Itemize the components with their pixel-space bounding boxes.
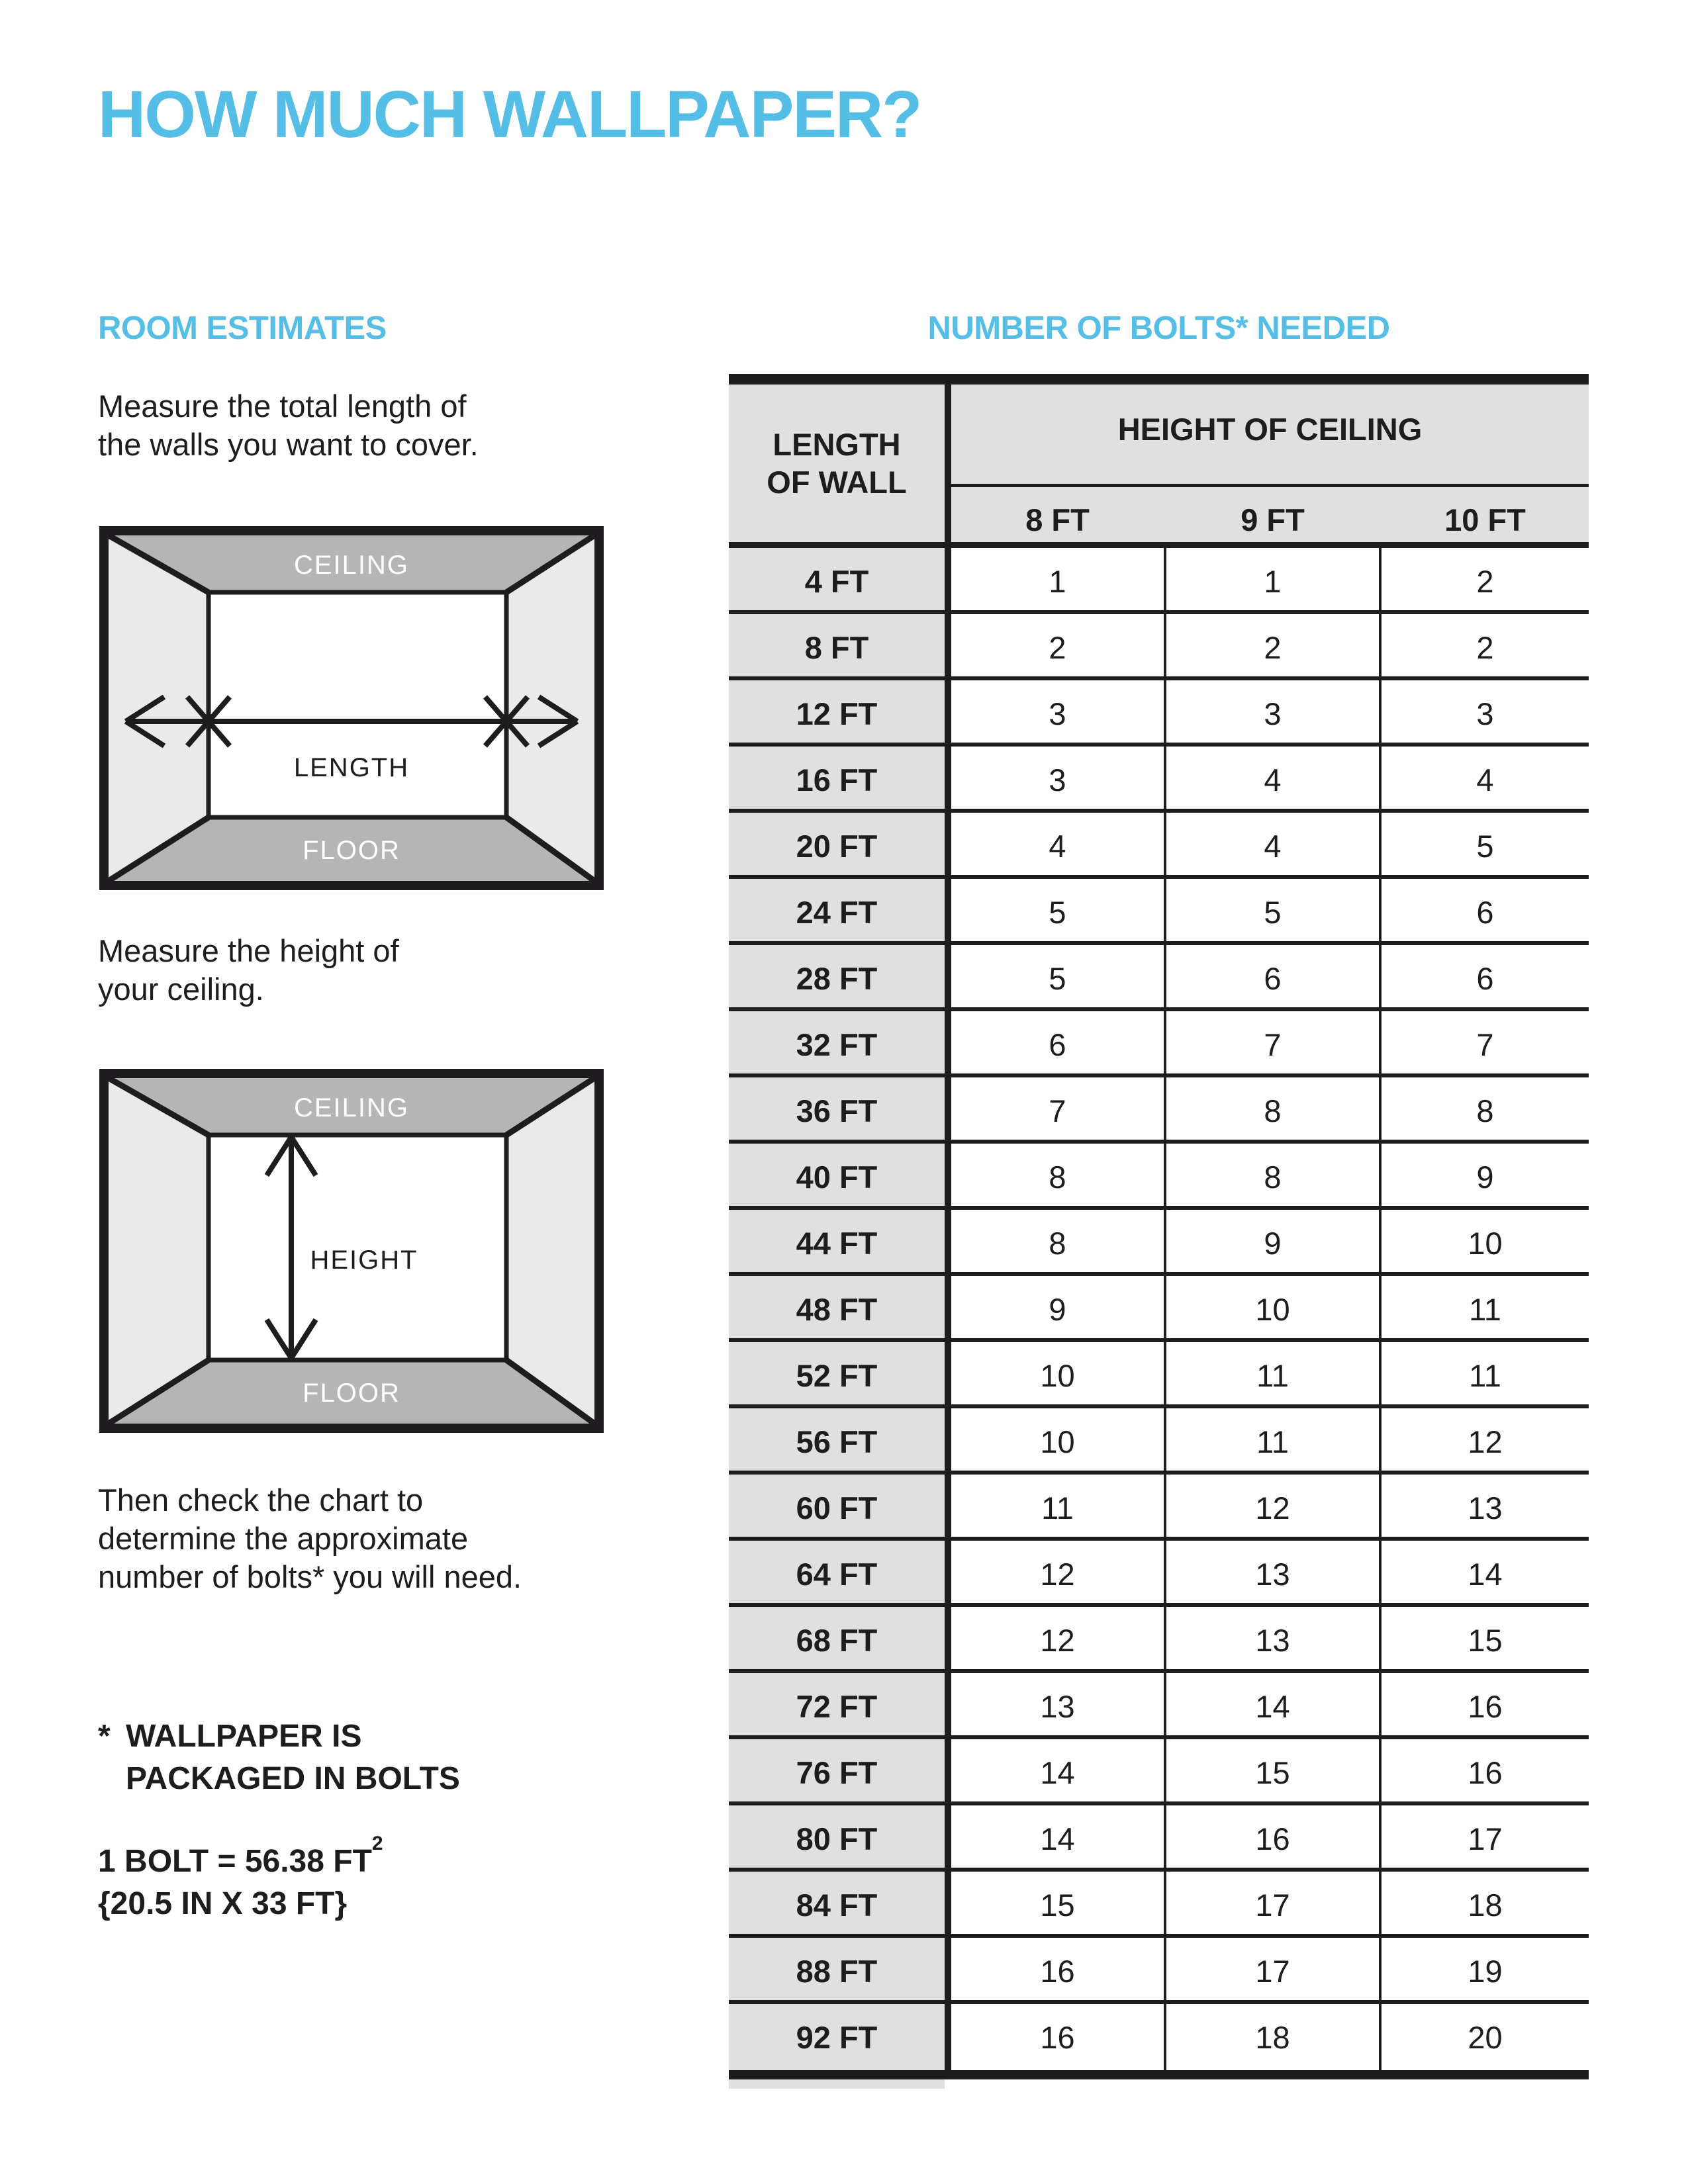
- cell-value: 18: [1468, 1887, 1503, 1923]
- table-row: [729, 1077, 1589, 1144]
- row-label: 64 FT: [729, 1541, 945, 1607]
- bolt-equation: [98, 1833, 383, 1883]
- table-top-bar: [729, 374, 1589, 385]
- cell-value: 12: [1468, 1424, 1503, 1459]
- table-row: [729, 1541, 1589, 1607]
- cell-value: 6: [1049, 1026, 1066, 1062]
- cell-value: 19: [1468, 1953, 1503, 1989]
- cell-value: 12: [1255, 1490, 1290, 1525]
- cell-value: 1: [1264, 563, 1282, 599]
- cell-value: 10: [1255, 1291, 1290, 1327]
- page-title: HOW MUCH WALLPAPER?: [98, 77, 921, 152]
- row-label: 44 FT: [729, 1210, 945, 1276]
- table-row: [729, 2004, 1589, 2070]
- footnote-line: [98, 1715, 460, 1758]
- instruction-check-chart: [98, 1481, 522, 1596]
- instruction-measure-height: [98, 932, 399, 1009]
- cell-value: 20: [1468, 2019, 1503, 2055]
- cell-value: 16: [1040, 2019, 1075, 2055]
- cell-value: 7: [1049, 1093, 1066, 1128]
- bolt-size-note: [98, 1833, 383, 1925]
- table-row: [729, 1673, 1589, 1739]
- table-row: [729, 747, 1589, 813]
- cell-value: 11: [1256, 1424, 1289, 1459]
- superscript-2: 2: [371, 1833, 383, 1854]
- back-wall-surface: [209, 592, 506, 817]
- table-row: [729, 1872, 1589, 1938]
- instruction-measure-length: [98, 387, 479, 464]
- cell-value: 8: [1049, 1225, 1066, 1261]
- cell-value: 5: [1049, 894, 1066, 930]
- height-label: HEIGHT: [310, 1246, 418, 1275]
- table-row: [729, 1342, 1589, 1408]
- header-bottom-line: [729, 542, 1589, 548]
- floor-label: FLOOR: [303, 836, 400, 865]
- row-label: 84 FT: [729, 1872, 945, 1938]
- instruction-line: Measure the total length of: [98, 388, 467, 424]
- table-row: [729, 548, 1589, 614]
- row-label: 16 FT: [729, 747, 945, 813]
- cell-value: 13: [1040, 1688, 1075, 1724]
- row-label: 56 FT: [729, 1408, 945, 1475]
- row-label: 60 FT: [729, 1475, 945, 1541]
- bolts-footnote: [98, 1715, 460, 1800]
- cell-value: 3: [1476, 696, 1494, 731]
- instruction-line: the walls you want to cover.: [98, 427, 479, 462]
- cell-value: 17: [1255, 1953, 1290, 1989]
- table-row: [729, 1144, 1589, 1210]
- instruction-line: number of bolts* you will need.: [98, 1559, 522, 1594]
- cell-value: 8: [1264, 1093, 1282, 1128]
- row-label: 12 FT: [729, 680, 945, 747]
- asterisk: *: [98, 1719, 111, 1754]
- cell-value: 3: [1049, 762, 1066, 797]
- cell-value: 8: [1264, 1159, 1282, 1195]
- table-row: [729, 1210, 1589, 1276]
- table-row: [729, 945, 1589, 1011]
- row-label: 24 FT: [729, 879, 945, 945]
- cell-value: 2: [1476, 629, 1494, 665]
- cell-value: 15: [1468, 1622, 1503, 1658]
- footnote-line: PACKAGED IN BOLTS: [126, 1761, 460, 1796]
- table-row: [729, 1475, 1589, 1541]
- cell-value: 9: [1476, 1159, 1494, 1195]
- row-label: 40 FT: [729, 1144, 945, 1210]
- table-row: [729, 879, 1589, 945]
- cell-value: 5: [1476, 828, 1494, 864]
- cell-value: 2: [1049, 629, 1066, 665]
- header-line: LENGTH: [773, 427, 901, 462]
- cell-value: 17: [1468, 1821, 1503, 1856]
- floor-label: FLOOR: [303, 1379, 400, 1408]
- length-of-wall-header: [729, 385, 945, 542]
- cell-value: 17: [1255, 1887, 1290, 1923]
- row-label: 8 FT: [729, 614, 945, 680]
- cell-value: 13: [1468, 1490, 1503, 1525]
- row-label: 20 FT: [729, 813, 945, 879]
- cell-value: 4: [1476, 762, 1494, 797]
- table-row: [729, 1408, 1589, 1475]
- cell-value: 1: [1049, 563, 1066, 599]
- bolts-needed-heading: NUMBER OF BOLTS* NEEDED: [927, 310, 1390, 346]
- cell-value: 4: [1264, 762, 1282, 797]
- cell-value: 6: [1476, 894, 1494, 930]
- header-line: OF WALL: [767, 465, 907, 500]
- row-label: 68 FT: [729, 1607, 945, 1673]
- label-column-shadow: [729, 2079, 945, 2089]
- table-row: [729, 1805, 1589, 1872]
- column-header-8ft: 8 FT: [1025, 502, 1090, 537]
- instruction-line: your ceiling.: [98, 972, 264, 1007]
- cell-value: 16: [1468, 1754, 1503, 1790]
- table-bottom-bar: [729, 2070, 1589, 2079]
- row-label: 36 FT: [729, 1077, 945, 1144]
- table-row: [729, 1938, 1589, 2004]
- footnote-text: WALLPAPER IS: [126, 1719, 362, 1754]
- cell-value: 10: [1040, 1424, 1075, 1459]
- cell-value: 3: [1264, 696, 1282, 731]
- instruction-line: Measure the height of: [98, 933, 399, 968]
- length-label: LENGTH: [293, 753, 410, 782]
- row-label: 88 FT: [729, 1938, 945, 2004]
- cell-value: 11: [1469, 1291, 1501, 1327]
- row-label: 92 FT: [729, 2004, 945, 2070]
- cell-value: 10: [1468, 1225, 1503, 1261]
- cell-value: 18: [1255, 2019, 1290, 2055]
- table-row: [729, 1276, 1589, 1342]
- room-height-diagram: [99, 1069, 604, 1433]
- cell-value: 12: [1040, 1556, 1075, 1592]
- column-header-10ft: 10 FT: [1444, 502, 1526, 537]
- cell-value: 16: [1468, 1688, 1503, 1724]
- cell-value: 14: [1040, 1754, 1075, 1790]
- cell-value: 15: [1040, 1887, 1075, 1923]
- cell-value: 9: [1049, 1291, 1066, 1327]
- cell-value: 11: [1256, 1357, 1289, 1393]
- cell-value: 16: [1255, 1821, 1290, 1856]
- cell-value: 14: [1040, 1821, 1075, 1856]
- row-label: 48 FT: [729, 1276, 945, 1342]
- table-row: [729, 1607, 1589, 1673]
- ceiling-label: CEILING: [293, 1093, 410, 1122]
- cell-value: 7: [1476, 1026, 1494, 1062]
- cell-value: 2: [1264, 629, 1282, 665]
- cell-value: 14: [1468, 1556, 1503, 1592]
- cell-value: 11: [1469, 1357, 1501, 1393]
- row-label: 76 FT: [729, 1739, 945, 1805]
- table-row: [729, 813, 1589, 879]
- cell-value: 6: [1476, 960, 1494, 996]
- cell-value: 8: [1476, 1093, 1494, 1128]
- cell-value: 3: [1049, 696, 1066, 731]
- cell-value: 5: [1264, 894, 1282, 930]
- cell-value: 13: [1255, 1622, 1290, 1658]
- cell-value: 15: [1255, 1754, 1290, 1790]
- cell-value: 9: [1264, 1225, 1282, 1261]
- cell-value: 4: [1264, 828, 1282, 864]
- bolts-table: [729, 374, 1589, 2089]
- cell-value: 8: [1049, 1159, 1066, 1195]
- cell-value: 4: [1049, 828, 1066, 864]
- column-header-9ft: 9 FT: [1241, 502, 1305, 537]
- row-label: 80 FT: [729, 1805, 945, 1872]
- cell-value: 10: [1040, 1357, 1075, 1393]
- cell-value: 14: [1255, 1688, 1290, 1724]
- row-label: 4 FT: [729, 548, 945, 614]
- cell-value: 2: [1476, 563, 1494, 599]
- bolt-equation-text: 1 BOLT = 56.38 FT: [98, 1844, 372, 1879]
- cell-value: 12: [1040, 1622, 1075, 1658]
- cell-value: 6: [1264, 960, 1282, 996]
- instruction-line: Then check the chart to: [98, 1482, 424, 1518]
- cell-value: 7: [1264, 1026, 1282, 1062]
- instruction-line: determine the approximate: [98, 1521, 469, 1556]
- bolt-dimensions: {20.5 IN X 33 FT}: [98, 1886, 348, 1921]
- cell-value: 16: [1040, 1953, 1075, 1989]
- height-of-ceiling-header: HEIGHT OF CEILING: [1117, 411, 1423, 447]
- room-estimates-heading: ROOM ESTIMATES: [98, 310, 387, 346]
- table-row: [729, 680, 1589, 747]
- row-label: 28 FT: [729, 945, 945, 1011]
- table-row: [729, 1739, 1589, 1805]
- table-header: [729, 385, 1589, 542]
- table-row: [729, 614, 1589, 680]
- row-label: 32 FT: [729, 1011, 945, 1077]
- row-label: 72 FT: [729, 1673, 945, 1739]
- cell-value: 13: [1255, 1556, 1290, 1592]
- room-length-diagram: [99, 526, 604, 890]
- table-row: [729, 1011, 1589, 1077]
- ceiling-label: CEILING: [293, 551, 410, 580]
- row-label: 52 FT: [729, 1342, 945, 1408]
- cell-value: 11: [1041, 1490, 1074, 1525]
- cell-value: 5: [1049, 960, 1066, 996]
